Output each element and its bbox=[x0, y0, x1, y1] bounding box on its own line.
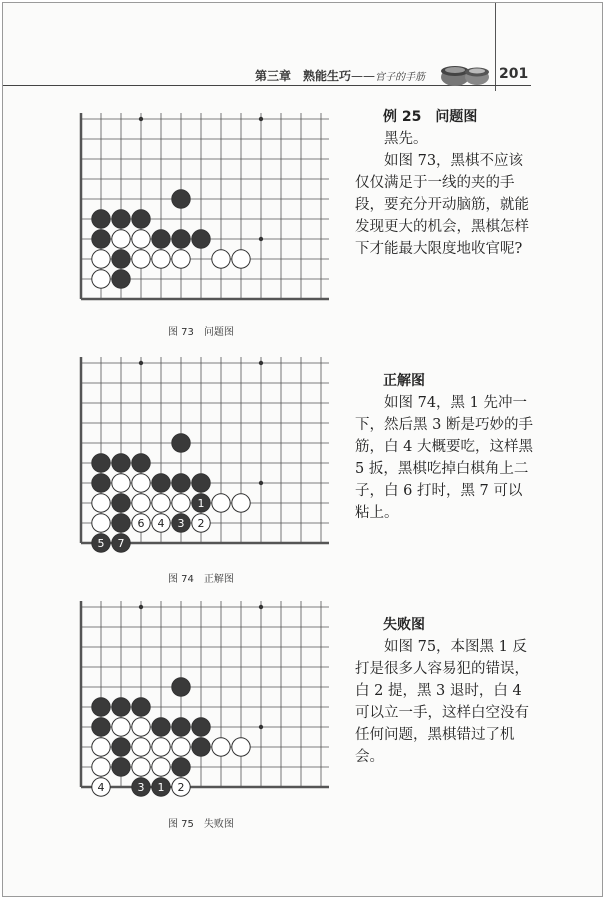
white-stone bbox=[232, 738, 250, 756]
black-stone bbox=[92, 474, 110, 492]
section-lead: 黑先。 bbox=[384, 131, 428, 147]
section-body: 如图 73，黑棋不应该仅仅满足于一线的夹的手段，要充分开动脑筋，就能发现更大的机会，黑棋怎样下才能最大限度地收官呢? bbox=[355, 153, 529, 257]
star-point bbox=[259, 237, 263, 241]
section-body: 如图 74，黑 1 先冲一下，然后黑 3 断是巧妙的手筋，白 4 大概要吃，这样黑 5 扳，黑棋吃掉白棋角上二子，白 6 打时，黑 7 可以粘上。 bbox=[355, 395, 533, 521]
book-page bbox=[2, 2, 603, 897]
white-stone bbox=[152, 758, 170, 776]
black-stone bbox=[192, 474, 210, 492]
section-title: 失败图 bbox=[383, 617, 425, 633]
white-stone bbox=[172, 494, 190, 512]
go-board-diagram-73 bbox=[75, 111, 335, 311]
white-stone bbox=[232, 494, 250, 512]
white-stone bbox=[112, 718, 130, 736]
section-title: 正解图 bbox=[383, 373, 425, 389]
white-stone bbox=[132, 758, 150, 776]
black-stone bbox=[132, 698, 150, 716]
chapter-subtitle: 官子的手筋 bbox=[375, 72, 426, 83]
white-stone bbox=[172, 250, 190, 268]
black-stone bbox=[92, 230, 110, 248]
white-stone bbox=[152, 494, 170, 512]
move-number: 4 bbox=[157, 517, 165, 530]
black-stone bbox=[172, 678, 190, 696]
figure-caption-74: 图 74 正解图 bbox=[168, 574, 234, 585]
text-block-correct bbox=[355, 370, 535, 524]
white-stone bbox=[212, 494, 230, 512]
black-stone bbox=[172, 718, 190, 736]
white-stone bbox=[92, 758, 110, 776]
page-number: 201 bbox=[499, 66, 529, 82]
move-number: 1 bbox=[157, 781, 165, 794]
move-number: 4 bbox=[97, 781, 105, 794]
header-dash: —— bbox=[351, 69, 376, 83]
black-stone bbox=[112, 514, 130, 532]
chapter-title: 第三章 熟能生巧 bbox=[255, 69, 352, 83]
running-header bbox=[255, 67, 425, 84]
star-point bbox=[259, 117, 263, 121]
black-stone bbox=[192, 718, 210, 736]
black-stone bbox=[112, 758, 130, 776]
star-point bbox=[139, 117, 143, 121]
black-stone bbox=[112, 210, 130, 228]
black-stone bbox=[172, 434, 190, 452]
section-body: 如图 75，本图黑 1 反打是很多人容易犯的错误，白 2 提，黑 3 退时，白 4 可以立一手，这样白空没有任何问题，黑棋错过了机会。 bbox=[355, 639, 529, 765]
section-title: 例 25 问题图 bbox=[383, 109, 478, 125]
white-stone bbox=[132, 494, 150, 512]
move-number: 3 bbox=[137, 781, 145, 794]
move-number: 5 bbox=[97, 537, 105, 550]
black-stone bbox=[112, 494, 130, 512]
white-stone bbox=[172, 738, 190, 756]
white-stone bbox=[112, 474, 130, 492]
text-block-failure bbox=[355, 614, 535, 768]
white-stone bbox=[232, 250, 250, 268]
white-stone bbox=[212, 738, 230, 756]
white-stone bbox=[132, 718, 150, 736]
move-number: 2 bbox=[177, 781, 185, 794]
move-number: 7 bbox=[117, 537, 125, 550]
white-stone bbox=[132, 250, 150, 268]
star-point bbox=[139, 361, 143, 365]
black-stone bbox=[132, 454, 150, 472]
black-stone bbox=[192, 738, 210, 756]
white-stone bbox=[92, 514, 110, 532]
white-stone bbox=[132, 738, 150, 756]
figure-caption-73: 图 73 问题图 bbox=[168, 327, 234, 338]
move-number: 1 bbox=[197, 497, 205, 510]
black-stone bbox=[92, 698, 110, 716]
white-stone bbox=[92, 250, 110, 268]
move-number: 6 bbox=[137, 517, 145, 530]
black-stone bbox=[112, 454, 130, 472]
black-stone bbox=[152, 474, 170, 492]
black-stone bbox=[92, 210, 110, 228]
black-stone bbox=[172, 230, 190, 248]
black-stone bbox=[152, 718, 170, 736]
black-stone bbox=[92, 454, 110, 472]
figure-caption-75: 图 75 失败图 bbox=[168, 819, 234, 830]
move-number: 3 bbox=[177, 517, 185, 530]
star-point bbox=[259, 481, 263, 485]
black-stone bbox=[172, 474, 190, 492]
star-point bbox=[259, 605, 263, 609]
white-stone bbox=[212, 250, 230, 268]
black-stone bbox=[112, 698, 130, 716]
move-number: 2 bbox=[197, 517, 205, 530]
white-stone bbox=[152, 250, 170, 268]
white-stone bbox=[132, 230, 150, 248]
go-board-diagram-75 bbox=[75, 599, 335, 799]
go-board-diagram-74 bbox=[75, 355, 335, 555]
white-stone bbox=[152, 738, 170, 756]
white-stone bbox=[92, 738, 110, 756]
go-bowls-icon bbox=[439, 57, 491, 87]
black-stone bbox=[172, 758, 190, 776]
black-stone bbox=[112, 738, 130, 756]
white-stone bbox=[92, 270, 110, 288]
black-stone bbox=[152, 230, 170, 248]
black-stone bbox=[112, 250, 130, 268]
black-stone bbox=[192, 230, 210, 248]
black-stone bbox=[132, 210, 150, 228]
black-stone bbox=[92, 718, 110, 736]
white-stone bbox=[92, 494, 110, 512]
white-stone bbox=[132, 474, 150, 492]
star-point bbox=[259, 725, 263, 729]
star-point bbox=[259, 361, 263, 365]
black-stone bbox=[112, 270, 130, 288]
text-block-example-25 bbox=[355, 106, 535, 260]
white-stone bbox=[112, 230, 130, 248]
star-point bbox=[139, 605, 143, 609]
black-stone bbox=[172, 190, 190, 208]
